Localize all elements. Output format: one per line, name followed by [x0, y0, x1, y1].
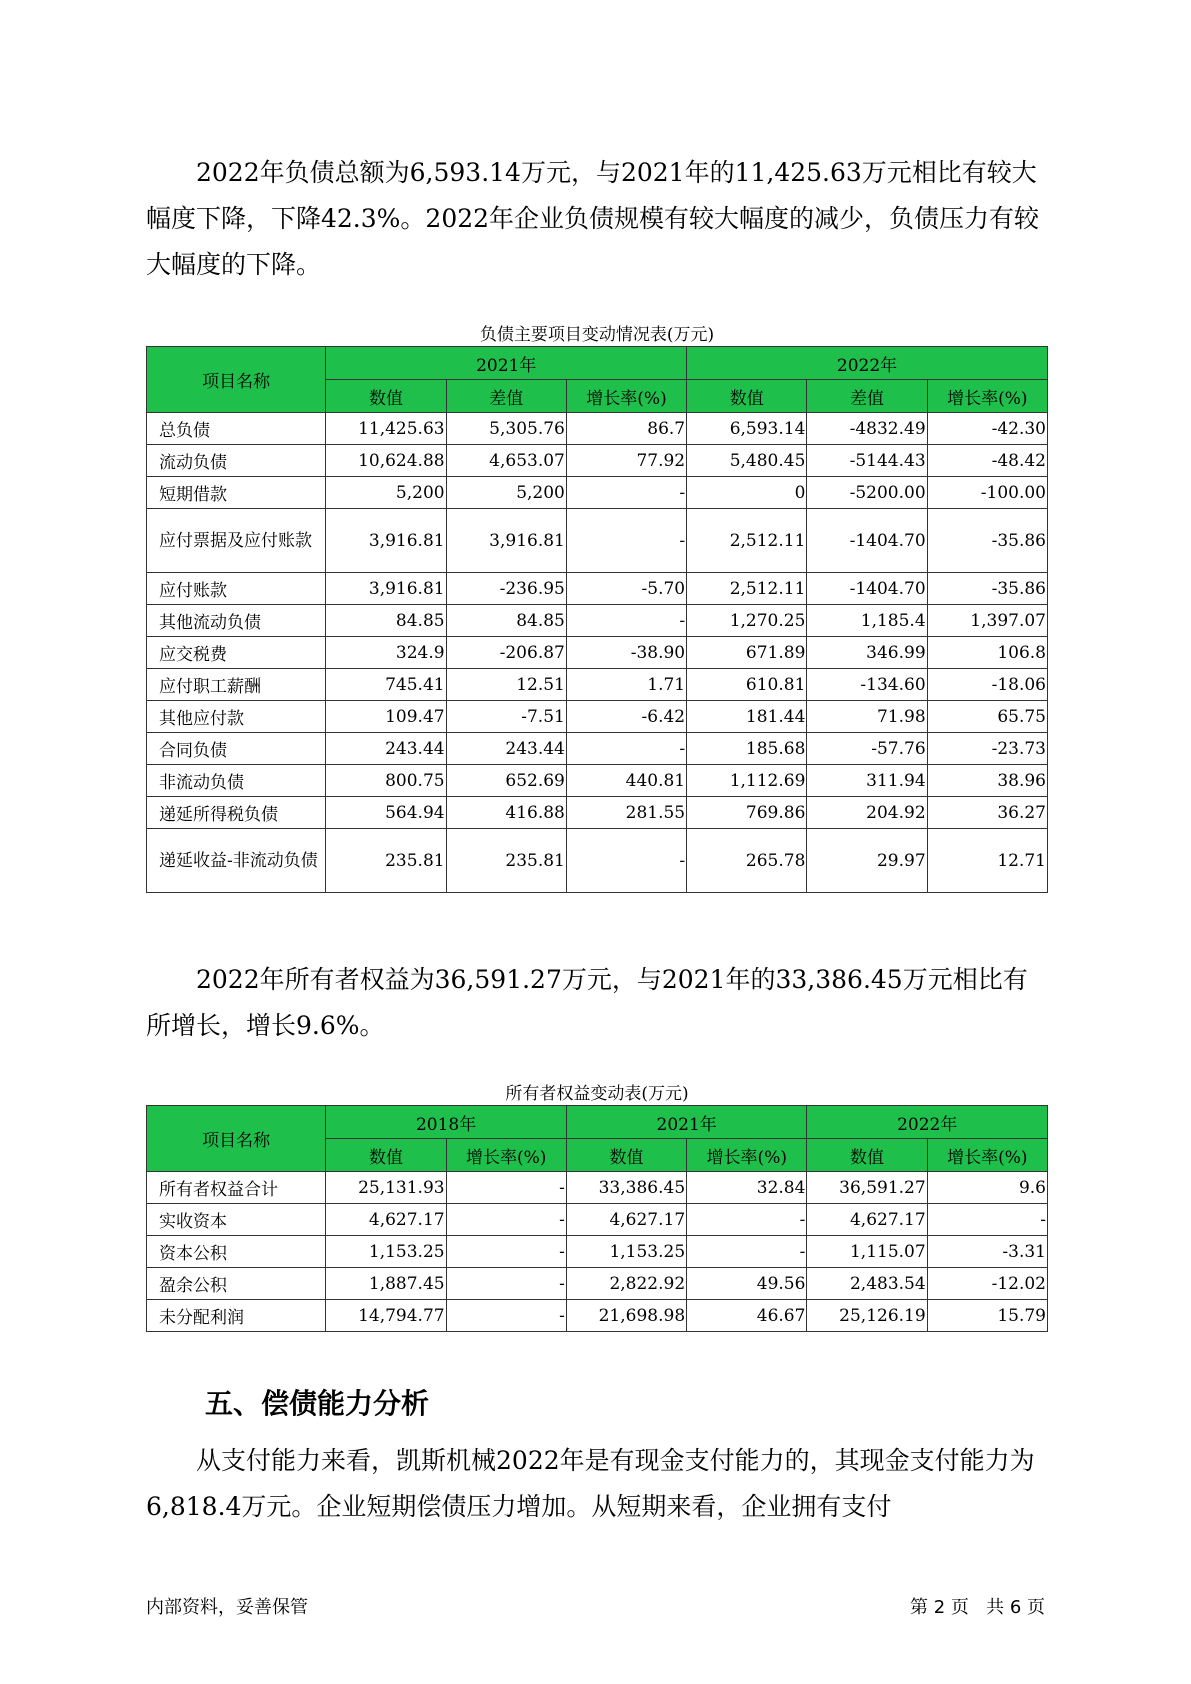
- row-value-cell: 311.94: [807, 765, 927, 797]
- row-value-cell: 86.7: [566, 413, 686, 445]
- table-row: [147, 413, 1048, 445]
- table-row: [147, 509, 1048, 573]
- row-value-cell: -57.76: [807, 733, 927, 765]
- row-value-cell: -: [446, 1204, 566, 1236]
- row-value-cell: 9.6: [927, 1172, 1047, 1204]
- row-value-cell: 281.55: [566, 797, 686, 829]
- row-item-name: 合同负债: [147, 733, 326, 765]
- subheader-value: 数值: [566, 1139, 686, 1172]
- header-item-name: 项目名称: [147, 1106, 326, 1172]
- row-value-cell: 204.92: [807, 797, 927, 829]
- subheader-value: 数值: [326, 380, 446, 413]
- row-value-cell: 1,115.07: [807, 1236, 927, 1268]
- row-value-cell: 652.69: [446, 765, 566, 797]
- row-value-cell: -12.02: [927, 1268, 1047, 1300]
- row-value-cell: 15.79: [927, 1300, 1047, 1332]
- row-value-cell: -: [927, 1204, 1047, 1236]
- row-value-cell: 5,200: [326, 477, 446, 509]
- row-value-cell: 1,270.25: [687, 605, 807, 637]
- row-value-cell: 71.98: [807, 701, 927, 733]
- row-value-cell: -4832.49: [807, 413, 927, 445]
- row-value-cell: 4,627.17: [807, 1204, 927, 1236]
- row-value-cell: -1404.70: [807, 509, 927, 573]
- row-item-name: 应交税费: [147, 637, 326, 669]
- row-value-cell: 25,131.93: [326, 1172, 446, 1204]
- row-value-cell: 5,200: [446, 477, 566, 509]
- row-value-cell: 564.94: [326, 797, 446, 829]
- row-value-cell: 38.96: [927, 765, 1047, 797]
- row-item-name: 递延收益-非流动负债: [147, 829, 326, 893]
- row-value-cell: 4,627.17: [326, 1204, 446, 1236]
- table-row: [147, 829, 1048, 893]
- row-item-name: 未分配利润: [147, 1300, 326, 1332]
- row-value-cell: -: [446, 1236, 566, 1268]
- row-value-cell: 1,153.25: [566, 1236, 686, 1268]
- row-value-cell: -: [446, 1172, 566, 1204]
- row-item-name: 递延所得税负债: [147, 797, 326, 829]
- row-item-name: 短期借款: [147, 477, 326, 509]
- subheader-growth: 增长率(%): [446, 1139, 566, 1172]
- footer-page-number: 第 2 页 共 6 页: [910, 1597, 1045, 1618]
- row-value-cell: -35.86: [927, 573, 1047, 605]
- row-value-cell: -35.86: [927, 509, 1047, 573]
- row-value-cell: 3,916.81: [446, 509, 566, 573]
- table-row: [147, 445, 1048, 477]
- row-value-cell: 49.56: [687, 1268, 807, 1300]
- row-value-cell: 4,627.17: [566, 1204, 686, 1236]
- subheader-value: 数值: [326, 1139, 446, 1172]
- row-value-cell: 2,512.11: [687, 573, 807, 605]
- table-row: [147, 573, 1048, 605]
- table2-caption: 所有者权益变动表(万元): [505, 1084, 689, 1104]
- row-value-cell: -: [566, 605, 686, 637]
- row-value-cell: -5144.43: [807, 445, 927, 477]
- row-value-cell: 77.92: [566, 445, 686, 477]
- row-value-cell: 769.86: [687, 797, 807, 829]
- row-item-name: 应付票据及应付账款: [147, 509, 326, 573]
- row-value-cell: 185.68: [687, 733, 807, 765]
- table-row: [147, 733, 1048, 765]
- row-value-cell: 0: [687, 477, 807, 509]
- row-value-cell: -48.42: [927, 445, 1047, 477]
- row-item-name: 流动负债: [147, 445, 326, 477]
- row-value-cell: 243.44: [446, 733, 566, 765]
- row-value-cell: -42.30: [927, 413, 1047, 445]
- row-value-cell: -: [446, 1300, 566, 1332]
- header-year-2018: 2018年: [326, 1106, 567, 1139]
- row-value-cell: -3.31: [927, 1236, 1047, 1268]
- row-item-name: 资本公积: [147, 1236, 326, 1268]
- row-value-cell: -206.87: [446, 637, 566, 669]
- table-row: [147, 1268, 1048, 1300]
- row-value-cell: 1,153.25: [326, 1236, 446, 1268]
- row-value-cell: -: [566, 509, 686, 573]
- row-value-cell: 106.8: [927, 637, 1047, 669]
- header-year-2022: 2022年: [687, 347, 1048, 380]
- table-row: [147, 701, 1048, 733]
- subheader-diff: 差值: [446, 380, 566, 413]
- table-row: [147, 1204, 1048, 1236]
- row-value-cell: 14,794.77: [326, 1300, 446, 1332]
- row-value-cell: 800.75: [326, 765, 446, 797]
- paragraph-solvency: 从支付能力来看，凯斯机械2022年是有现金支付能力的，其现金支付能力为6,818.4万元。企业短期偿债压力增加。从短期来看，企业拥有支付: [146, 1446, 1035, 1521]
- row-value-cell: 46.67: [687, 1300, 807, 1332]
- row-item-name: 其他应付款: [147, 701, 326, 733]
- row-value-cell: 3,916.81: [326, 509, 446, 573]
- row-value-cell: -: [687, 1204, 807, 1236]
- row-value-cell: 671.89: [687, 637, 807, 669]
- row-value-cell: 5,305.76: [446, 413, 566, 445]
- table-row: [147, 605, 1048, 637]
- table1-caption: 负债主要项目变动情况表(万元): [479, 325, 715, 345]
- row-value-cell: 1,185.4: [807, 605, 927, 637]
- subheader-value: 数值: [807, 1139, 927, 1172]
- row-item-name: 其他流动负债: [147, 605, 326, 637]
- row-value-cell: 33,386.45: [566, 1172, 686, 1204]
- row-value-cell: 84.85: [326, 605, 446, 637]
- table-row: [147, 797, 1048, 829]
- row-value-cell: 32.84: [687, 1172, 807, 1204]
- row-item-name: 所有者权益合计: [147, 1172, 326, 1204]
- row-item-name: 盈余公积: [147, 1268, 326, 1300]
- table-row: [147, 1236, 1048, 1268]
- table-row: [147, 477, 1048, 509]
- row-value-cell: 11,425.63: [326, 413, 446, 445]
- row-value-cell: 745.41: [326, 669, 446, 701]
- row-value-cell: 6,593.14: [687, 413, 807, 445]
- row-value-cell: -1404.70: [807, 573, 927, 605]
- row-value-cell: 1,112.69: [687, 765, 807, 797]
- footer-confidential-note: 内部资料，妥善保管: [146, 1597, 308, 1618]
- header-year-2021: 2021年: [566, 1106, 807, 1139]
- row-value-cell: 181.44: [687, 701, 807, 733]
- row-value-cell: -18.06: [927, 669, 1047, 701]
- row-value-cell: 109.47: [326, 701, 446, 733]
- row-value-cell: 346.99: [807, 637, 927, 669]
- row-value-cell: -134.60: [807, 669, 927, 701]
- table-row: [147, 669, 1048, 701]
- paragraph-liabilities-summary: 2022年负债总额为6,593.14万元，与2021年的11,425.63万元相比有较大幅度下降，下降42.3%。2022年企业负债规模有较大幅度的减少，负债压力有较大幅度的下降。: [146, 158, 1040, 279]
- row-value-cell: 2,822.92: [566, 1268, 686, 1300]
- header-year-2022: 2022年: [807, 1106, 1048, 1139]
- row-value-cell: 3,916.81: [326, 573, 446, 605]
- row-value-cell: 36,591.27: [807, 1172, 927, 1204]
- row-value-cell: 243.44: [326, 733, 446, 765]
- row-value-cell: 2,483.54: [807, 1268, 927, 1300]
- row-value-cell: 1,397.07: [927, 605, 1047, 637]
- row-value-cell: -5.70: [566, 573, 686, 605]
- row-value-cell: -: [687, 1236, 807, 1268]
- subheader-growth: 增长率(%): [927, 380, 1047, 413]
- row-value-cell: 1.71: [566, 669, 686, 701]
- row-value-cell: 36.27: [927, 797, 1047, 829]
- row-value-cell: 440.81: [566, 765, 686, 797]
- header-year-2021: 2021年: [326, 347, 687, 380]
- header-item-name: 项目名称: [147, 347, 326, 413]
- row-value-cell: 65.75: [927, 701, 1047, 733]
- liabilities-table: [146, 346, 1048, 893]
- row-value-cell: 29.97: [807, 829, 927, 893]
- subheader-growth: 增长率(%): [566, 380, 686, 413]
- paragraph-equity-summary: 2022年所有者权益为36,591.27万元，与2021年的33,386.45万元相比有所增长，增长9.6%。: [146, 965, 1028, 1040]
- row-value-cell: 235.81: [326, 829, 446, 893]
- row-value-cell: -6.42: [566, 701, 686, 733]
- row-value-cell: -: [566, 829, 686, 893]
- row-value-cell: 265.78: [687, 829, 807, 893]
- subheader-value: 数值: [687, 380, 807, 413]
- row-item-name: 非流动负债: [147, 765, 326, 797]
- row-value-cell: 5,480.45: [687, 445, 807, 477]
- row-value-cell: 12.71: [927, 829, 1047, 893]
- row-item-name: 应付账款: [147, 573, 326, 605]
- row-item-name: 总负债: [147, 413, 326, 445]
- row-item-name: 实收资本: [147, 1204, 326, 1236]
- row-value-cell: -100.00: [927, 477, 1047, 509]
- table-header-row: [147, 1106, 1048, 1139]
- row-value-cell: 416.88: [446, 797, 566, 829]
- row-value-cell: 2,512.11: [687, 509, 807, 573]
- row-value-cell: 324.9: [326, 637, 446, 669]
- table-row: [147, 637, 1048, 669]
- table-row: [147, 765, 1048, 797]
- row-item-name: 应付职工薪酬: [147, 669, 326, 701]
- row-value-cell: -236.95: [446, 573, 566, 605]
- row-value-cell: 12.51: [446, 669, 566, 701]
- row-value-cell: -: [446, 1268, 566, 1300]
- subheader-growth: 增长率(%): [927, 1139, 1047, 1172]
- row-value-cell: 1,887.45: [326, 1268, 446, 1300]
- section-heading: 五、偿债能力分析: [205, 1387, 430, 1420]
- row-value-cell: 21,698.98: [566, 1300, 686, 1332]
- row-value-cell: 235.81: [446, 829, 566, 893]
- row-value-cell: -: [566, 477, 686, 509]
- table-row: [147, 1172, 1048, 1204]
- row-value-cell: 25,126.19: [807, 1300, 927, 1332]
- row-value-cell: -23.73: [927, 733, 1047, 765]
- row-value-cell: -7.51: [446, 701, 566, 733]
- row-value-cell: -38.90: [566, 637, 686, 669]
- row-value-cell: 10,624.88: [326, 445, 446, 477]
- row-value-cell: -: [566, 733, 686, 765]
- table-row: [147, 1300, 1048, 1332]
- row-value-cell: 4,653.07: [446, 445, 566, 477]
- subheader-diff: 差值: [807, 380, 927, 413]
- table-header-row: [147, 347, 1048, 380]
- subheader-growth: 增长率(%): [687, 1139, 807, 1172]
- row-value-cell: 84.85: [446, 605, 566, 637]
- row-value-cell: 610.81: [687, 669, 807, 701]
- equity-table: [146, 1105, 1048, 1332]
- row-value-cell: -5200.00: [807, 477, 927, 509]
